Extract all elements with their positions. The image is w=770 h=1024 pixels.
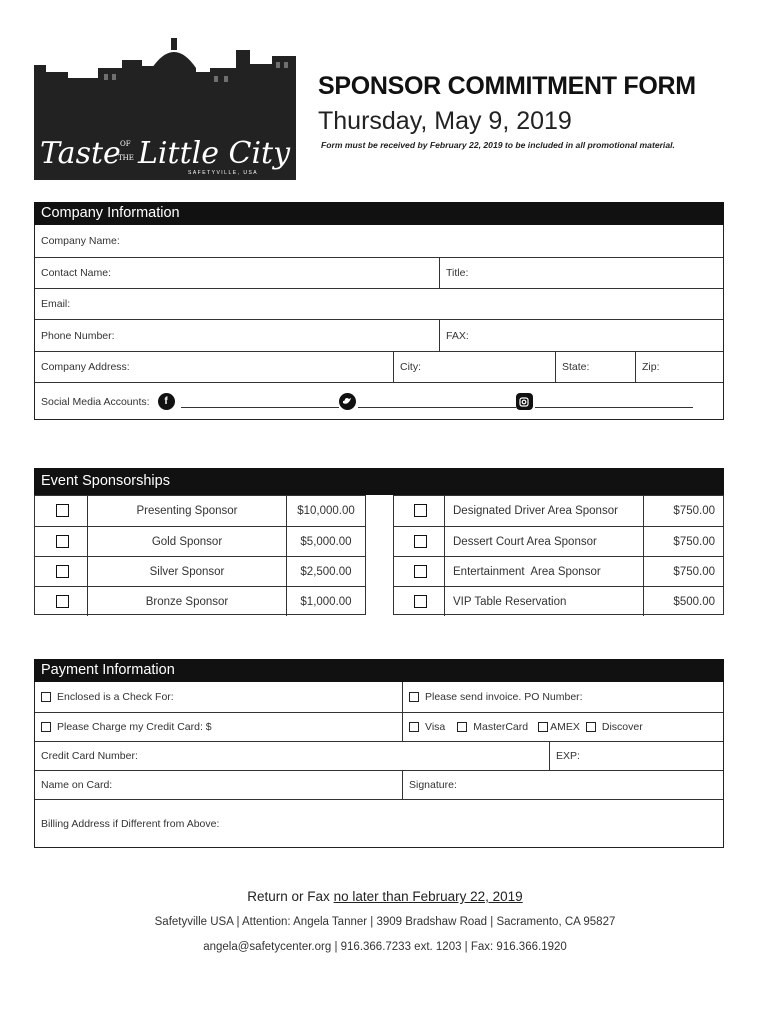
sponsor-price: $5,000.00 (286, 527, 365, 556)
company-info-section (34, 202, 724, 420)
card-number-label: Credit Card Number: (41, 750, 138, 762)
signature-field[interactable] (402, 771, 723, 799)
silver-sponsor-checkbox[interactable] (56, 565, 69, 578)
zip-field[interactable] (635, 352, 723, 382)
invoice-checkbox[interactable] (409, 692, 419, 702)
fax-field[interactable] (439, 320, 723, 351)
city-field[interactable] (393, 352, 555, 382)
contact-info: angela@safetycenter.org | 916.366.7233 ext. 1203 | Fax: 916.366.1920 (203, 941, 567, 953)
visa-label: Visa (425, 721, 446, 733)
check-option[interactable] (35, 682, 402, 712)
sponsor-price: $2,500.00 (286, 557, 365, 586)
bronze-sponsor-checkbox[interactable] (56, 595, 69, 608)
sponsor-name: Bronze Sponsor (87, 587, 286, 616)
credit-card-label: Please Charge my Credit Card: $ (57, 721, 212, 733)
city-label: City: (400, 361, 421, 373)
return-deadline: no later than February 22, 2019 (333, 889, 523, 904)
discover-checkbox[interactable] (586, 722, 596, 732)
dessert-court-checkbox[interactable] (414, 535, 427, 548)
address-row (35, 351, 723, 382)
mastercard-label: MasterCard (473, 721, 529, 733)
company-info-heading: Company Information (34, 202, 724, 225)
visa-checkbox[interactable] (409, 722, 419, 732)
sponsor-name: Silver Sponsor (87, 557, 286, 586)
instagram-handle-field[interactable] (535, 395, 693, 408)
fax-label: FAX: (446, 329, 469, 342)
gold-sponsor-checkbox[interactable] (56, 535, 69, 548)
list-item (394, 556, 723, 586)
invoice-option[interactable] (402, 682, 723, 712)
zip-label: Zip: (642, 361, 660, 373)
logo-text-of: OF (120, 140, 131, 148)
logo-subtitle: SAFETYVILLE, USA (188, 170, 259, 176)
vip-table-checkbox[interactable] (414, 595, 427, 608)
billing-address-label: Billing Address if Different from Above: (41, 817, 220, 830)
email-field[interactable] (35, 288, 723, 319)
company-address-label: Company Address: (41, 361, 130, 373)
name-row (35, 770, 723, 799)
list-item (35, 526, 365, 556)
exp-field[interactable] (549, 742, 723, 770)
card-number-field[interactable] (35, 742, 549, 770)
company-address-field[interactable] (35, 352, 393, 382)
social-row (35, 382, 723, 420)
list-item (394, 586, 723, 616)
list-item (35, 586, 365, 616)
facebook-handle-field[interactable] (181, 395, 339, 408)
email-label: Email: (41, 298, 71, 310)
discover-label: Discover (601, 721, 643, 733)
billing-address-field[interactable] (35, 799, 723, 847)
contact-name-field[interactable] (35, 258, 439, 288)
list-item (394, 496, 723, 526)
facebook-icon: f (158, 393, 175, 410)
twitter-icon (339, 393, 356, 410)
title-field[interactable] (439, 258, 723, 288)
sponsor-name: Dessert Court Area Sponsor (444, 527, 643, 556)
payment-info-section (34, 659, 724, 848)
event-logo (34, 38, 296, 180)
phone-label: Phone Number: (41, 329, 115, 342)
return-prefix: Return or Fax (247, 889, 334, 904)
credit-card-option[interactable] (35, 713, 402, 741)
credit-card-checkbox[interactable] (41, 722, 51, 732)
logo-text-the: THE (118, 154, 134, 162)
payment-info-heading: Payment Information (34, 659, 724, 682)
mailing-address: Safetyville USA | Attention: Angela Tanner | 3909 Bradshaw Road | Sacramento, CA 95827 (154, 916, 616, 928)
twitter-handle-field[interactable] (358, 395, 516, 408)
instagram-icon (516, 393, 533, 410)
sponsor-name: Entertainment Area Sponsor (444, 557, 643, 586)
name-on-card-label: Name on Card: (41, 779, 113, 791)
list-item (35, 496, 365, 526)
sponsor-price: $10,000.00 (286, 496, 365, 526)
sponsor-price: $750.00 (643, 527, 723, 556)
sponsor-price: $500.00 (643, 587, 723, 616)
logo-text-little-city: Little City (138, 136, 291, 171)
mastercard-checkbox[interactable] (457, 722, 467, 732)
list-item (394, 526, 723, 556)
invoice-label: Please send invoice. PO Number: (425, 691, 583, 703)
check-checkbox[interactable] (41, 692, 51, 702)
credit-row (35, 712, 723, 741)
sponsor-price: $750.00 (643, 496, 723, 526)
sponsor-name: Gold Sponsor (87, 527, 286, 556)
amex-checkbox[interactable] (538, 722, 548, 732)
sponsor-name: VIP Table Reservation (444, 587, 643, 616)
deadline-note: Form must be received by February 22, 2019 to be included in all promotional material. (321, 140, 675, 150)
presenting-sponsor-checkbox[interactable] (56, 504, 69, 517)
form-title: SPONSOR COMMITMENT FORM (318, 72, 696, 100)
return-instruction (0, 889, 770, 904)
logo-text-taste: Taste (40, 136, 121, 171)
card-number-row (35, 741, 723, 770)
payment-method-row (35, 682, 723, 712)
sponsor-price: $1,000.00 (286, 587, 365, 616)
contact-name-label: Contact Name: (41, 267, 112, 279)
sponsor-table-right (393, 495, 724, 615)
exp-label: EXP: (556, 750, 580, 762)
entertainment-area-checkbox[interactable] (414, 565, 427, 578)
state-field[interactable] (555, 352, 635, 382)
event-sponsorships-heading: Event Sponsorships (34, 468, 724, 495)
sponsor-table-left (34, 495, 366, 615)
event-date: Thursday, May 9, 2019 (318, 107, 572, 135)
social-media-label: Social Media Accounts: (41, 395, 150, 408)
event-sponsorships-section (34, 468, 724, 616)
amex-label: AMEX (550, 721, 580, 733)
company-name-label: Company Name: (41, 235, 120, 247)
title-label: Title: (446, 267, 469, 279)
phone-field[interactable] (35, 320, 439, 351)
state-label: State: (562, 361, 590, 373)
list-item (35, 556, 365, 586)
phone-row (35, 319, 723, 351)
check-label: Enclosed is a Check For: (57, 691, 174, 703)
signature-label: Signature: (409, 779, 457, 791)
name-on-card-field[interactable] (35, 771, 402, 799)
company-name-row[interactable] (35, 225, 723, 257)
sponsor-name: Presenting Sponsor (87, 496, 286, 526)
designated-driver-checkbox[interactable] (414, 504, 427, 517)
sponsor-name: Designated Driver Area Sponsor (444, 496, 643, 526)
sponsor-price: $750.00 (643, 557, 723, 586)
contact-row (35, 257, 723, 288)
